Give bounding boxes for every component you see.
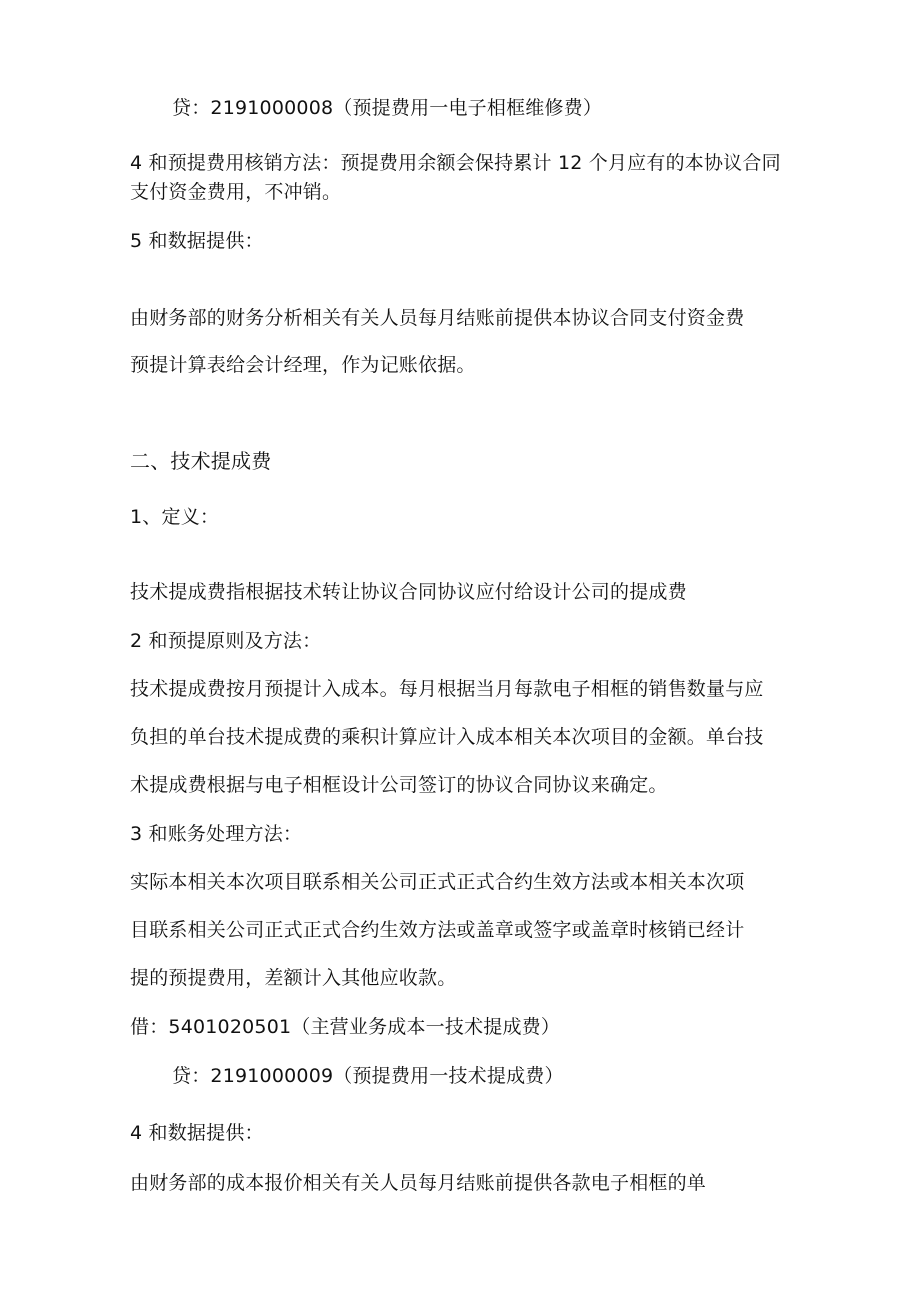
data-provision-line-1: 由财务部的财务分析相关有关人员每月结账前提供本协议合同支付资金费: [130, 307, 745, 329]
accounting-method-heading: 3 和账务处理方法：: [130, 823, 303, 845]
accounting-method-line-2: 目联系相关公司正式正式合约生效方法或盖章或签字或盖章时核销已经计: [130, 919, 745, 941]
credit-entry-technical-commission: 贷：2191000009（预提费用一技术提成费）: [172, 1065, 564, 1087]
accrual-principle-line-3: 术提成费根据与电子相框设计公司签订的协议合同协议来确定。: [130, 774, 668, 796]
accrual-principle-line-2: 负担的单台技术提成费的乘积计算应计入成本相关本次项目的金额。单台技: [130, 726, 764, 748]
accounting-method-line-1: 实际本相关本次项目联系相关公司正式正式合约生效方法或本相关本次项: [130, 871, 745, 893]
accrual-principle-line-1: 技术提成费按月预提计入成本。每月根据当月每款电子相框的销售数量与应: [130, 678, 764, 700]
credit-entry-repair-fee: 贷：2191000008（预提费用一电子相框维修费）: [172, 97, 603, 119]
section-title-technical-commission: 二、技术提成费: [130, 449, 272, 473]
data-provision-heading-2: 4 和数据提供：: [130, 1122, 264, 1144]
data-provision-line-2: 预提计算表给会计经理，作为记账依据。: [130, 354, 476, 376]
accrual-principle-heading: 2 和预提原则及方法：: [130, 630, 322, 652]
accounting-method-line-3: 提的预提费用，差额计入其他应收款。: [130, 967, 457, 989]
debit-entry-technical-commission: 借：5401020501（主营业务成本一技术提成费）: [130, 1016, 561, 1038]
write-off-method-line-2: 支付资金费用，不冲销。: [130, 181, 342, 203]
definition-text: 技术提成费指根据技术转让协议合同协议应付给设计公司的提成费: [130, 581, 687, 603]
write-off-method-line-1: 4 和预提费用核销方法：预提费用余额会保持累计 12 个月应有的本协议合同: [130, 152, 781, 174]
data-provision-text-2: 由财务部的成本报价相关有关人员每月结账前提供各款电子相框的单: [130, 1172, 707, 1194]
definition-heading: 1、定义：: [130, 506, 220, 528]
data-provision-heading: 5 和数据提供：: [130, 230, 264, 252]
